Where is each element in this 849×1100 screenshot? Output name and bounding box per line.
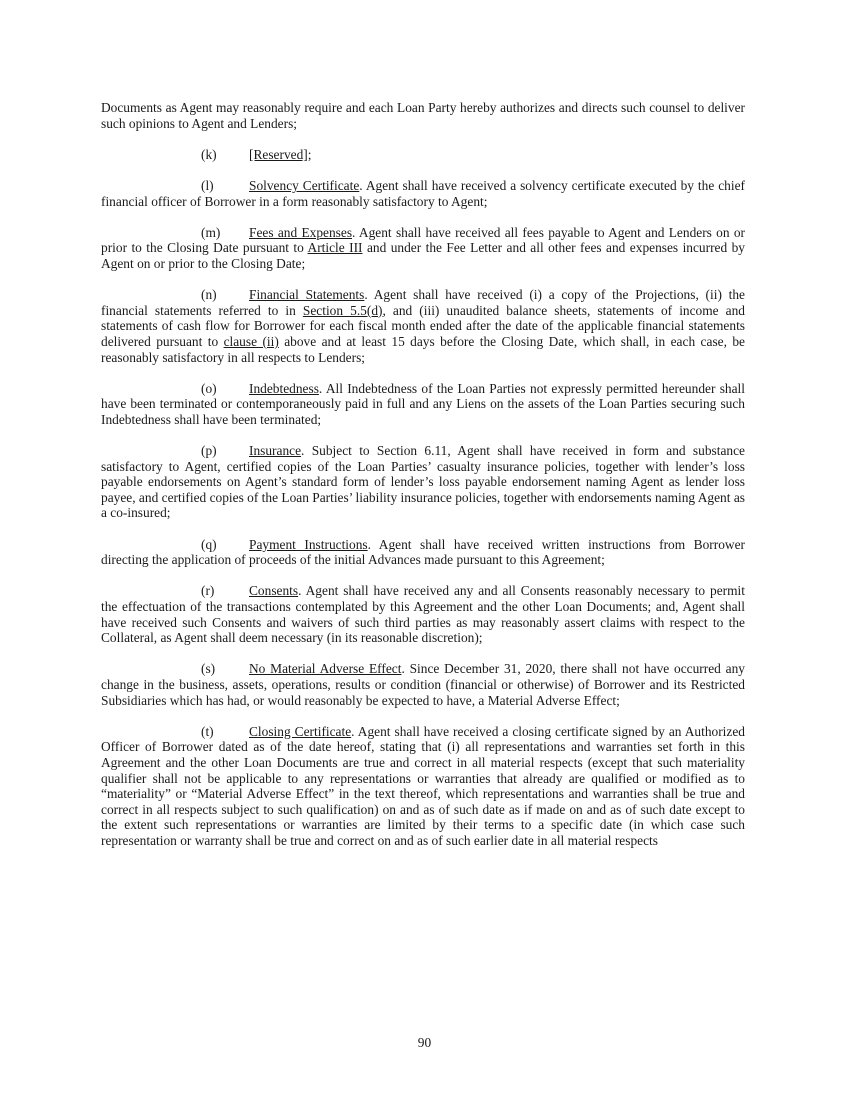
clause-n-text-2: , and (iii) unaudited balance sheets, statements of income and statements of cash flow for Borrower for each fiscal month ended after the date of the applicable financial statements delivered pursuant to (101, 302, 746, 349)
clause-l-text: . Agent shall have received a solvency certificate executed by the chief financial officer of Borrower in a form reasonably satisfactory to Agent; (101, 177, 745, 209)
clause-t-heading: Closing Certificate (249, 723, 352, 739)
clause-s (101, 661, 745, 708)
clause-p-marker: (p) (201, 443, 217, 459)
clause-t-marker: (t) (201, 723, 214, 739)
clause-l-heading: Solvency Certificate (249, 177, 360, 193)
clause-s-heading: No Material Adverse Effect (249, 661, 402, 677)
clause-m-text-1: . Agent shall have received all fees payable to Agent and Lenders on or prior to the Closing Date pursuant to (101, 224, 745, 256)
clause-o-text: . All Indebtedness of the Loan Parties not expressly permitted hereunder shall have been terminated or contemporaneously paid in full and any Liens on the assets of the Loan Parties securing such Indebtedness shall have been terminated; (101, 380, 745, 427)
clause-s-marker: (s) (201, 661, 216, 677)
clause-t-text: . Agent shall have received a closing certificate signed by an Authorized Officer of Borrower dated as of the date hereof, stating that (i) all representations and warranties set forth in this Agreement and the other Loan Documents are true and correct in all material respects (except that such materiality qualifier shall not be applicable to any representations or warranties that already are qualified or modified as to “materiality” or “Material Adverse Effect” in the text thereof, which representations and warranties shall be true and correct in all respects subject to such qualification) on and as of such date as if made on and as of such date except to the extent such representations or warranties are limited by their terms to a specific date (in which case such representation or warranty shall be true and correct on and as of such earlier date in all material respects (101, 723, 745, 848)
clause-n-heading: Financial Statements (249, 287, 365, 303)
clause-p (101, 443, 745, 521)
clause-l (101, 178, 745, 209)
clause-n-text-3: above and at least 15 days before the Closing Date, which shall, in each case, be reasonably satisfactory in all respects to Lenders; (101, 333, 745, 365)
clause-r (101, 583, 745, 645)
clause-l-marker: (l) (201, 177, 214, 193)
clause-n (101, 287, 745, 365)
clause-q (101, 537, 745, 568)
clause-q-marker: (q) (201, 536, 217, 552)
clause-r-text: . Agent shall have received any and all Consents reasonably necessary to permit the effectuation of the transactions contemplated by this Agreement and the other Loan Documents; and, Agent shall have received such Consents and waivers of such third parties as may reasonably assert claims with respect to the Collateral, as Agent shall deem necessary (in its reasonable discretion); (101, 583, 745, 646)
clause-k-heading: [Reserved] (249, 146, 308, 162)
clause-m-text-2: and under the Fee Letter and all other fees and expenses incurred by Agent on or prior to the Closing Date; (101, 240, 745, 271)
page-number: 90 (417, 1035, 432, 1050)
intro-paragraph: Documents as Agent may reasonably require and each Loan Party hereby authorizes and directs such counsel to deliver such opinions to Agent and Lenders; (101, 100, 745, 131)
document-body (101, 100, 745, 849)
clause-t (101, 724, 745, 849)
clause-p-heading: Insurance (249, 443, 302, 459)
clause-m-marker: (m) (201, 224, 221, 240)
clause-n-text-1: . Agent shall have received (i) a copy of the Projections, (ii) the financial statements referred to in (101, 287, 746, 318)
clause-k (101, 147, 745, 163)
clause-r-marker: (r) (201, 583, 215, 599)
clause-n-marker: (n) (201, 287, 217, 303)
clause-p-text: . Subject to Section 6.11, Agent shall have received in form and substance satisfactory to Agent, certified copies of the Loan Parties’ casualty insurance policies, together with lender’s loss payable endorsements on Agent’s standard form of lender’s loss payable endorsement naming Agent as lender loss payee, and certified copies of the Loan Parties’ liability insurance policies, together with endorsements naming Agent as a co-insured; (101, 443, 745, 521)
clause-m (101, 225, 745, 272)
clause-r-heading: Consents (249, 583, 299, 599)
clause-q-text: . Agent shall have received written instructions from Borrower directing the application of proceeds of the initial Advances made pursuant to this Agreement; (101, 536, 745, 568)
clause-ii-reference: clause (ii) (223, 333, 279, 349)
clause-m-heading: Fees and Expenses (249, 224, 353, 240)
clause-k-text: ; (307, 146, 312, 162)
clause-q-heading: Payment Instructions (249, 536, 368, 552)
clause-o (101, 381, 745, 428)
article-iii-reference: Article III (307, 240, 363, 256)
section-5-5-d-reference: Section 5.5(d) (302, 302, 383, 318)
clause-s-text: . Since December 31, 2020, there shall not have occurred any change in the business, assets, operations, results or condition (financial or otherwise) of Borrower and its Restricted Subsidiaries which has had, or would reasonably be expected to have, a Material Adverse Effect; (101, 661, 745, 708)
clause-o-heading: Indebtedness (249, 380, 319, 396)
clause-o-marker: (o) (201, 380, 217, 396)
clause-k-marker: (k) (201, 146, 217, 162)
